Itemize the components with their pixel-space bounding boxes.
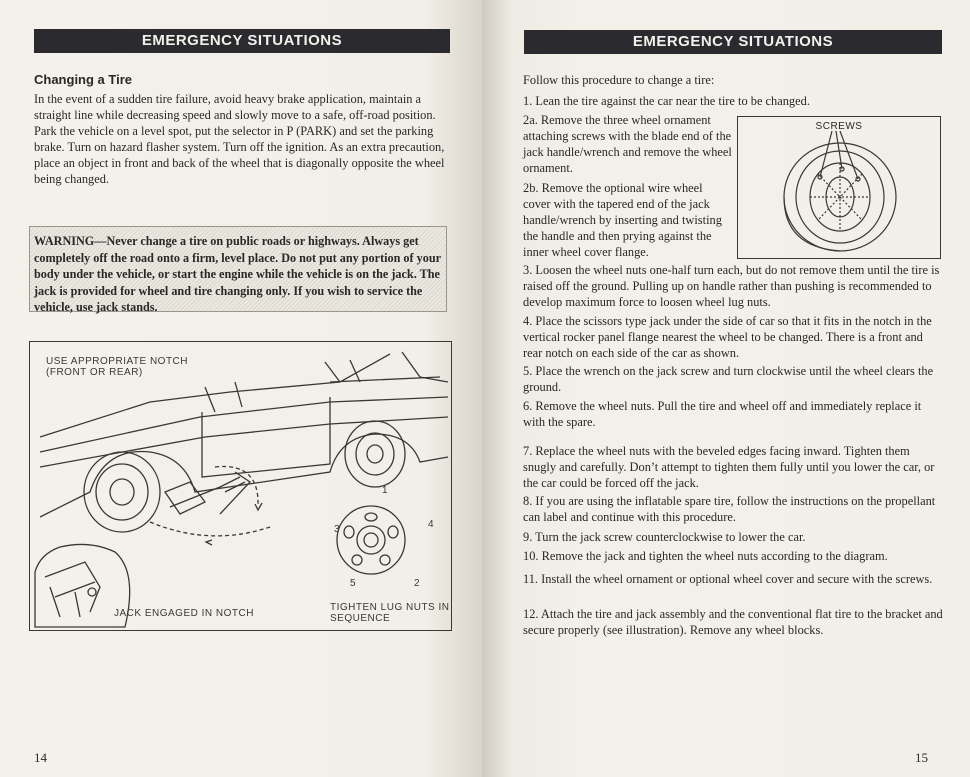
step-6: 6. Remove the wheel nuts. Pull the tire and wheel off and immediately replace it with the spare.	[523, 399, 922, 429]
step-7: 7. Replace the wheel nuts with the beveled edges facing inward. Tighten them snugly and carefully. Don’t attempt to tighten them fully until you lower the car, or the car could be forced off the jack.	[523, 444, 935, 490]
intro-paragraph: In the event of a sudden tire failure, avoid heavy brake application, maintain a straight line while decreasing speed and slowly move to a safe, off-road position. Park the vehicle on a level spot, put the selector in P (PARK) and set the parking brake. Turn on hazard flasher system. Turn off the ignition. As an extra precaution, place an object in front and back of the wheel that is diagonally opposite the wheel being changed.	[34, 92, 445, 186]
jack-illustration	[29, 341, 452, 631]
warning-box: WARNING—Never change a tire on public roads or highways. Always get completely off the road onto a firm, level place. Do not put any portion of your body under the vehicle, or start the engine while the vehicle is on the jack. The jack is provided for wheel and tire changing only. If you wish to service the vehicle, use jack stands.	[29, 226, 447, 312]
section-heading: Changing a Tire	[34, 72, 132, 87]
lug-number-1: 1	[382, 485, 388, 496]
page-number-right: 15	[915, 750, 928, 765]
jack-label: JACK ENGAGED IN NOTCH	[114, 608, 254, 619]
step-2a: 2a. Remove the three wheel ornament attaching screws with the blade end of the jack handle/wrench and remove the wheel ornament.	[523, 113, 732, 175]
step-9: 9. Turn the jack screw counterclockwise to lower the car.	[523, 530, 806, 544]
step-2b: 2b. Remove the optional wire wheel cover with the tapered end of the jack handle/wrench by inserting and twisting the handle and then prying against the inner wheel cover flange.	[523, 181, 722, 259]
left-page	[0, 0, 482, 777]
screws-label: SCREWS	[815, 121, 863, 132]
notch-label: USE APPROPRIATE NOTCH (FRONT OR REAR)	[46, 356, 189, 378]
section-banner-left: EMERGENCY SITUATIONS	[34, 29, 450, 53]
lug-number-5: 5	[350, 578, 356, 589]
right-page	[482, 0, 970, 777]
step-5: 5. Place the wrench on the jack screw and turn clockwise until the wheel clears the ground.	[523, 364, 934, 394]
lug-label: TIGHTEN LUG NUTS IN SEQUENCE	[330, 602, 450, 624]
step-10: 10. Remove the jack and tighten the wheel nuts according to the diagram.	[523, 549, 888, 563]
lug-number-3: 3	[334, 524, 340, 535]
step-8: 8. If you are using the inflatable spare tire, follow the instructions on the propellant can label and continue with this procedure.	[523, 494, 936, 524]
step-12: 12. Attach the tire and jack assembly and the conventional flat tire to the bracket and secure properly (see illustration). Remove any wheel blocks.	[523, 607, 943, 637]
step-11: 11. Install the wheel ornament or optional wheel cover and secure with the screws.	[523, 572, 933, 586]
lug-number-2: 2	[414, 578, 420, 589]
step-4: 4. Place the scissors type jack under the side of car so that it fits in the notch in the vertical rocker panel flange nearest the wheel to be changed. There is a front and rear notch on each side of the car as shown.	[523, 314, 932, 360]
lug-number-4: 4	[428, 519, 434, 530]
step-3: 3. Loosen the wheel nuts one-half turn each, but do not remove them until the tire is raised off the ground. Pulling up on handle rather than pushing is recommended to develop maximum force to loosen wheel lug nuts.	[523, 263, 940, 309]
wheel-screws-illustration	[737, 116, 941, 259]
wheel-ornament-drawing	[738, 117, 939, 257]
page-number-left: 14	[34, 750, 47, 765]
procedure-lead: Follow this procedure to change a tire:	[523, 73, 715, 87]
step-1: 1. Lean the tire against the car near the tire to be changed.	[523, 94, 810, 108]
section-banner-right: EMERGENCY SITUATIONS	[524, 30, 942, 54]
